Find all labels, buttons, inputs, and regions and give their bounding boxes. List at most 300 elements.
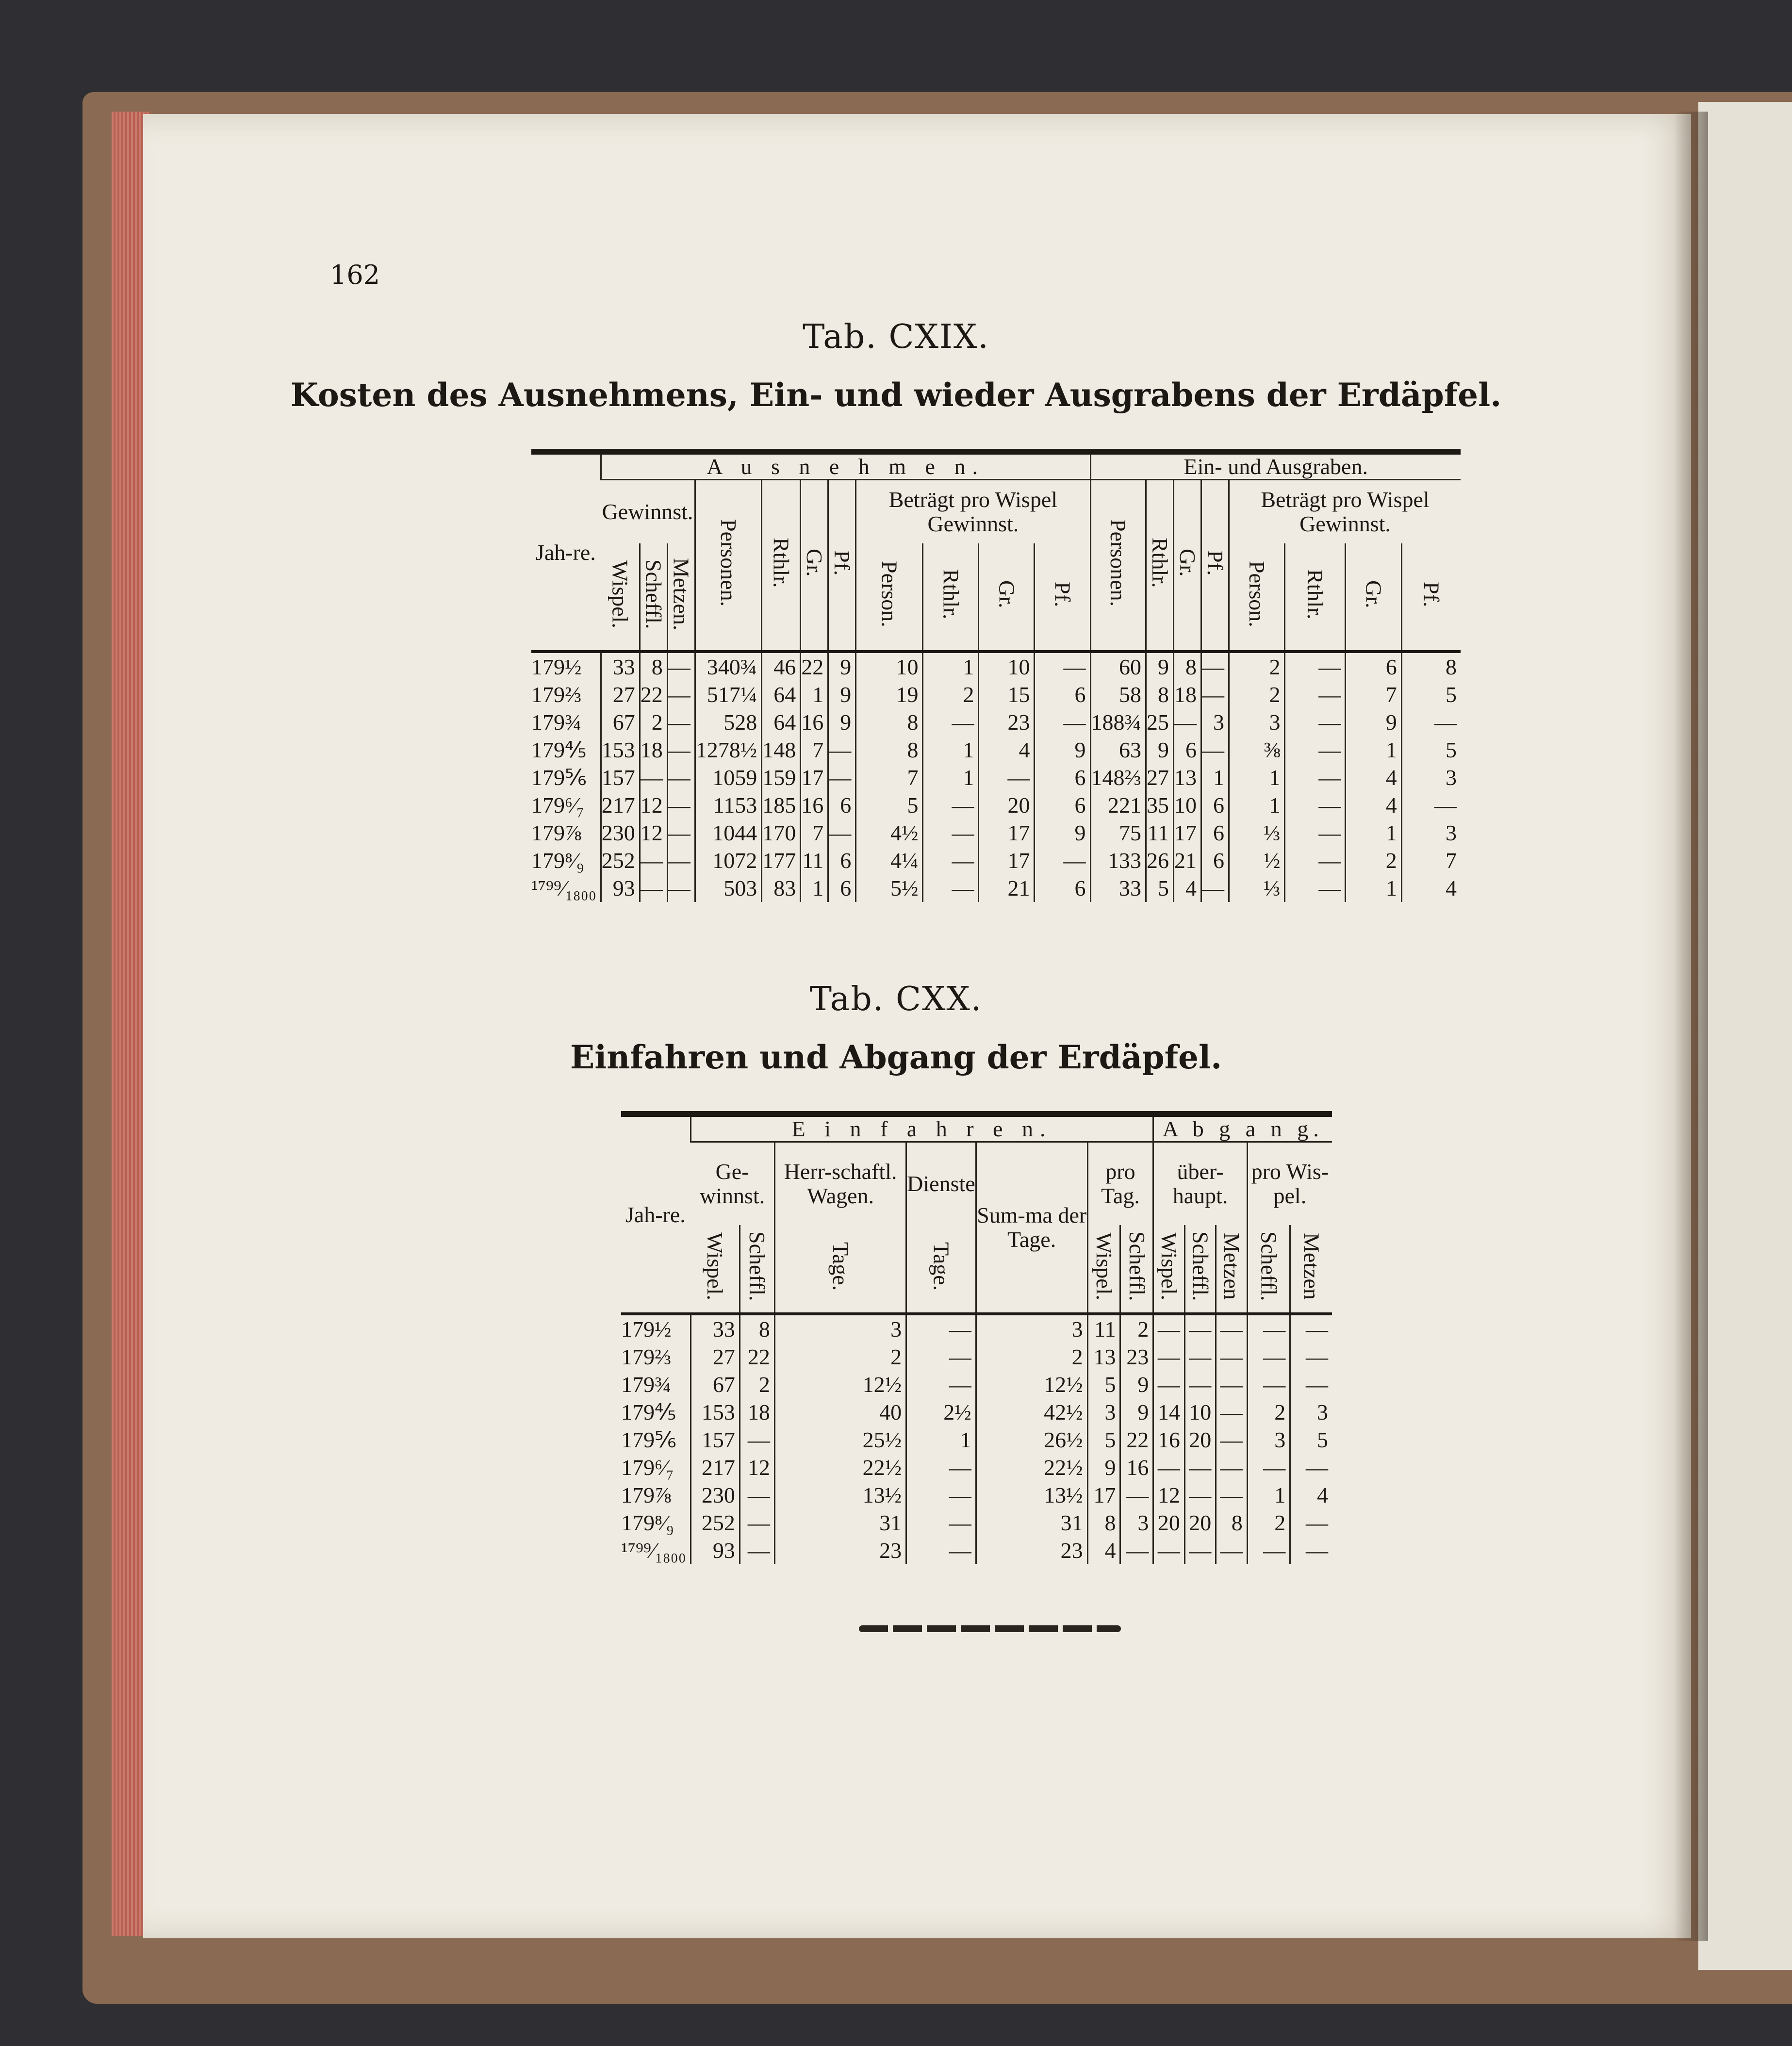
table-cell: 153 — [601, 736, 640, 764]
table-cell: 5 — [1146, 874, 1174, 902]
table-cell: 5½ — [856, 874, 923, 902]
table-row — [531, 791, 1461, 819]
year-cell: 179⁶⁄₇ — [531, 792, 584, 818]
table-cell: 9 — [1035, 736, 1090, 764]
table-cell: — — [1285, 736, 1346, 764]
table-cell: — — [1216, 1481, 1247, 1509]
table-cell: 10 — [1184, 1398, 1216, 1426]
table-cell: 17 — [979, 819, 1035, 847]
table-cell: 517¼ — [695, 681, 762, 708]
table-row — [531, 874, 1461, 902]
table-cell: 4 — [1087, 1537, 1120, 1564]
t2-col-ueberhaupt: über-haupt. — [1153, 1142, 1247, 1225]
table-cell: 25 — [1146, 708, 1174, 736]
t2-group-abgang: A b g a n g. — [1153, 1114, 1332, 1142]
t1-col-gewinnst: Gewinnst. — [602, 499, 693, 524]
table-cell: 8 — [740, 1314, 774, 1343]
year-cell: 179⅞ — [531, 820, 582, 845]
table-row — [621, 1371, 1332, 1398]
table-cell: — — [906, 1537, 976, 1564]
t2-sub-tage: Tage. — [774, 1225, 906, 1314]
table-cell: 12 — [640, 819, 667, 847]
t2-col-jahre: Jah-re. — [625, 1202, 686, 1227]
table-cell: 188¾ — [1090, 708, 1146, 736]
table-cell: — — [1153, 1343, 1184, 1371]
table-cell: — — [1247, 1314, 1290, 1343]
table-cell: 1 — [1229, 791, 1285, 819]
table-cell: 230 — [690, 1481, 740, 1509]
table-cell: — — [1035, 652, 1090, 681]
t1-sub-gr4: Gr. — [1346, 543, 1401, 652]
table-cell: 148⅔ — [1090, 764, 1146, 791]
table-cell: 33 — [601, 652, 640, 681]
table-cell: — — [1153, 1454, 1184, 1481]
table-cell: 3 — [1290, 1398, 1332, 1426]
table-cell: 7 — [801, 819, 828, 847]
t2-col-herrschaftl: Herr-schaftl. Wagen. — [774, 1142, 906, 1225]
year-cell: 179⁶⁄₇ — [621, 1455, 674, 1480]
table-cell: — — [740, 1481, 774, 1509]
table-cell: 12 — [1153, 1481, 1184, 1509]
table-cell: 33 — [1090, 874, 1146, 902]
table-cell: — — [1285, 874, 1346, 902]
table-cell: — — [906, 1481, 976, 1509]
table2-body — [621, 1314, 1332, 1564]
table-cell: — — [1290, 1343, 1332, 1371]
table-cell: 1153 — [695, 791, 762, 819]
t1-col-personen2: Personen. — [1090, 479, 1146, 652]
t1-col-betraegt: Beträgt pro Wispel Gewinnst. — [856, 479, 1090, 543]
year-cell: ¹⁷⁹⁹⁄₁₈₀₀ — [531, 875, 596, 900]
table-cell: 13 — [1174, 764, 1201, 791]
table-cell: 4¼ — [856, 847, 923, 874]
table-cell: 11 — [1146, 819, 1174, 847]
table-cell: — — [1216, 1454, 1247, 1481]
table-cell: 8 — [640, 652, 667, 681]
table-cell: — — [1035, 708, 1090, 736]
table-cell: 9 — [1146, 652, 1174, 681]
year-cell: 179⅚ — [621, 1427, 676, 1453]
table-cell: 5 — [856, 791, 923, 819]
table-cell: — — [979, 764, 1035, 791]
table-cell: 9 — [1087, 1454, 1120, 1481]
table-cell: 2 — [1346, 847, 1401, 874]
table-cell: 4 — [979, 736, 1035, 764]
table-cell: 9 — [1146, 736, 1174, 764]
table-cell: 4½ — [856, 819, 923, 847]
table-cell: 16 — [1120, 1454, 1153, 1481]
table1 — [531, 449, 1461, 902]
table-cell: 6 — [1346, 652, 1401, 681]
table-cell: — — [667, 819, 695, 847]
t2-sub-scheffel3: Scheffl. — [1184, 1225, 1216, 1314]
table-cell: 157 — [601, 764, 640, 791]
table-cell: 93 — [690, 1537, 740, 1564]
table-cell: 1 — [1229, 764, 1285, 791]
t1-col-gr3: Gr. — [1174, 479, 1201, 652]
t1-sub-person2: Person. — [1229, 543, 1285, 652]
table-cell: 9 — [828, 708, 856, 736]
table-cell: — — [1035, 847, 1090, 874]
t2-group-einfahren: E i n f a h r e n. — [690, 1114, 1153, 1142]
table1-title: Tab. CXIX. — [803, 318, 989, 356]
table-cell: — — [1285, 708, 1346, 736]
table-cell: 1 — [923, 736, 979, 764]
table-cell: — — [667, 847, 695, 874]
table-cell: — — [1247, 1371, 1290, 1398]
table-cell: 9 — [1120, 1398, 1153, 1426]
table-cell: — — [667, 764, 695, 791]
table-cell: 4 — [1346, 791, 1401, 819]
table-cell: 9 — [828, 681, 856, 708]
table-cell: 2 — [1229, 681, 1285, 708]
year-cell: 179½ — [621, 1316, 672, 1342]
table-cell: 13½ — [976, 1481, 1087, 1509]
table-cell: 133 — [1090, 847, 1146, 874]
table-cell: 221 — [1090, 791, 1146, 819]
t2-sub-scheffel4: Scheffl. — [1247, 1225, 1290, 1314]
table-cell: — — [1247, 1537, 1290, 1564]
table-cell: 22 — [740, 1343, 774, 1371]
table-cell: — — [906, 1314, 976, 1343]
year-cell: 179⁸⁄₉ — [621, 1510, 674, 1535]
table-row — [621, 1426, 1332, 1454]
year-cell: 179⅔ — [621, 1344, 672, 1369]
table-cell: — — [667, 681, 695, 708]
t2-col-gewinnst: Ge-winnst. — [699, 1159, 765, 1208]
table-row — [531, 652, 1461, 681]
table-cell: 20 — [1153, 1509, 1184, 1537]
table-cell: 5 — [1401, 736, 1461, 764]
table-cell: 12½ — [976, 1371, 1087, 1398]
t2-sub-wispel2: Wispel. — [1087, 1225, 1120, 1314]
table-cell: 3 — [1401, 764, 1461, 791]
table-cell: — — [1285, 791, 1346, 819]
table-cell: 1278½ — [695, 736, 762, 764]
t1-sub-rthlr2: Rthlr. — [923, 543, 979, 652]
table-cell: — — [923, 874, 979, 902]
table-cell: — — [1290, 1537, 1332, 1564]
table-cell: ⅜ — [1229, 736, 1285, 764]
year-cell: 179⅔ — [531, 682, 582, 707]
t2-sub-wispel3: Wispel. — [1153, 1225, 1184, 1314]
table-cell: 26½ — [976, 1426, 1087, 1454]
table-cell: — — [640, 764, 667, 791]
table-cell: 17 — [979, 847, 1035, 874]
table-cell: — — [1184, 1454, 1216, 1481]
table-cell: 33 — [690, 1314, 740, 1343]
t1-sub-wispel: Wispel. — [608, 560, 633, 628]
table-cell: 7 — [856, 764, 923, 791]
t1-col-personen: Personen. — [695, 479, 762, 652]
table-cell: — — [828, 819, 856, 847]
table-cell: — — [1120, 1481, 1153, 1509]
table-cell: 27 — [601, 681, 640, 708]
table-cell: ⅓ — [1229, 874, 1285, 902]
t2-sub-metzen: Metzen — [1216, 1225, 1247, 1314]
table-cell: 16 — [1153, 1426, 1184, 1454]
table-cell: 6 — [828, 874, 856, 902]
table-cell: — — [1184, 1537, 1216, 1564]
table-cell: — — [1216, 1426, 1247, 1454]
table-cell: 4 — [1174, 874, 1201, 902]
year-cell: 179⅞ — [621, 1482, 672, 1507]
table-cell: 10 — [1174, 791, 1201, 819]
table-cell: — — [667, 874, 695, 902]
table-cell: 12 — [740, 1454, 774, 1481]
table-cell: 46 — [762, 652, 801, 681]
table-cell: — — [906, 1509, 976, 1537]
table-cell: 3 — [976, 1314, 1087, 1343]
table-row — [531, 681, 1461, 708]
t1-sub-person: Person. — [856, 543, 923, 652]
table-cell: 7 — [801, 736, 828, 764]
table-cell: — — [1216, 1537, 1247, 1564]
table-cell: 12 — [640, 791, 667, 819]
table-row — [621, 1509, 1332, 1537]
year-cell: 179¾ — [621, 1372, 672, 1397]
t1-col-pf: Pf. — [828, 479, 856, 652]
table-cell: — — [828, 736, 856, 764]
table-cell: 217 — [601, 791, 640, 819]
table-row — [621, 1398, 1332, 1426]
table-cell: 3 — [1229, 708, 1285, 736]
end-ornament — [859, 1625, 1121, 1632]
table-cell: 16 — [801, 791, 828, 819]
table-cell: 42½ — [976, 1398, 1087, 1426]
table-cell: 19 — [856, 681, 923, 708]
table-cell: 1 — [801, 874, 828, 902]
year-cell: 179⅘ — [621, 1400, 676, 1425]
table-cell: 63 — [1090, 736, 1146, 764]
table-cell: 58 — [1090, 681, 1146, 708]
year-cell: ¹⁷⁹⁹⁄₁₈₀₀ — [621, 1538, 686, 1563]
table-cell: 1 — [1201, 764, 1229, 791]
t1-sub-rthlr4: Rthlr. — [1285, 543, 1346, 652]
table-cell: 8 — [1146, 681, 1174, 708]
table-cell: 23 — [1120, 1343, 1153, 1371]
table-cell: 2 — [923, 681, 979, 708]
table-cell: 35 — [1146, 791, 1174, 819]
table-cell: 7 — [1346, 681, 1401, 708]
table-cell: 4 — [1346, 764, 1401, 791]
table-cell: — — [1216, 1343, 1247, 1371]
table-cell: 20 — [979, 791, 1035, 819]
table-cell: 528 — [695, 708, 762, 736]
t1-sub-pf4: Pf. — [1401, 543, 1461, 652]
table-cell: — — [1216, 1398, 1247, 1426]
t1-col-gr: Gr. — [801, 479, 828, 652]
table-cell: 13 — [1087, 1343, 1120, 1371]
table-cell: — — [1153, 1371, 1184, 1398]
table-cell: 7 — [1401, 847, 1461, 874]
table-cell: ½ — [1229, 847, 1285, 874]
t1-sub-pf2: Pf. — [1035, 543, 1090, 652]
table-cell: 12½ — [774, 1371, 906, 1398]
t2-sub-metzen2: Metzen — [1290, 1225, 1332, 1314]
table-cell: 3 — [1401, 819, 1461, 847]
table-cell: — — [1201, 874, 1229, 902]
table-cell: 6 — [828, 847, 856, 874]
table-cell: — — [1247, 1454, 1290, 1481]
table-row — [621, 1537, 1332, 1564]
table-cell: 83 — [762, 874, 801, 902]
table-cell: 10 — [856, 652, 923, 681]
table-cell: 1 — [1346, 819, 1401, 847]
t2-col-summa: Sum-ma der Tage. — [976, 1142, 1087, 1314]
year-cell: 179⅚ — [531, 765, 587, 790]
table-cell: 8 — [856, 708, 923, 736]
table-cell: 230 — [601, 819, 640, 847]
table-cell: — — [740, 1537, 774, 1564]
table-cell: 3 — [1247, 1426, 1290, 1454]
table-cell: 503 — [695, 874, 762, 902]
table-cell: 340¾ — [695, 652, 762, 681]
table-cell: 2 — [774, 1343, 906, 1371]
table-cell: 16 — [801, 708, 828, 736]
t2-sub-scheffel: Scheffl. — [740, 1225, 774, 1314]
table-cell: 22 — [1120, 1426, 1153, 1454]
table-cell: 157 — [690, 1426, 740, 1454]
table-cell: — — [1290, 1314, 1332, 1343]
table-cell: — — [1285, 681, 1346, 708]
table-cell: — — [667, 791, 695, 819]
table-cell: 6 — [1201, 791, 1229, 819]
table-cell: 3 — [774, 1314, 906, 1343]
page-number: 162 — [330, 260, 380, 290]
table-cell: 60 — [1090, 652, 1146, 681]
table-cell: 159 — [762, 764, 801, 791]
table-cell: — — [1184, 1371, 1216, 1398]
table-cell: 1 — [906, 1426, 976, 1454]
table-cell: 25½ — [774, 1426, 906, 1454]
table-cell: — — [1290, 1509, 1332, 1537]
t1-group-ausnehmen: A u s n e h m e n. — [601, 452, 1090, 479]
t1-col-pf3: Pf. — [1201, 479, 1229, 652]
table-cell: — — [1401, 791, 1461, 819]
table-cell: 5 — [1087, 1371, 1120, 1398]
table2-subtitle: Einfahren und Abgang der Erdäpfel. — [570, 1038, 1222, 1076]
table-cell: — — [1285, 847, 1346, 874]
table-cell: — — [828, 764, 856, 791]
table-cell: — — [1174, 708, 1201, 736]
t1-sub-metzen: Metzen. — [667, 543, 695, 652]
table-cell: 18 — [640, 736, 667, 764]
table-cell: — — [1153, 1537, 1184, 1564]
table-cell: 3 — [1087, 1398, 1120, 1426]
table-cell: — — [1184, 1314, 1216, 1343]
table-cell: 1 — [1247, 1481, 1290, 1509]
table-cell: 22 — [801, 652, 828, 681]
table-cell: 27 — [1146, 764, 1174, 791]
table-cell: 1 — [1346, 874, 1401, 902]
table-cell: 64 — [762, 708, 801, 736]
table-cell: 17 — [1174, 819, 1201, 847]
table-row — [621, 1481, 1332, 1509]
table-cell: 64 — [762, 681, 801, 708]
table-cell: 8 — [1401, 652, 1461, 681]
table-cell: 3 — [1120, 1509, 1153, 1537]
table-cell: 11 — [1087, 1314, 1120, 1343]
table-cell: 1 — [801, 681, 828, 708]
table-cell: 5 — [1087, 1426, 1120, 1454]
table-cell: 6 — [1201, 819, 1229, 847]
table-cell: — — [923, 791, 979, 819]
table-cell: 6 — [1035, 681, 1090, 708]
table-cell: 8 — [856, 736, 923, 764]
table-cell: 31 — [976, 1509, 1087, 1537]
table-cell: — — [640, 874, 667, 902]
table-row — [531, 764, 1461, 791]
table-cell: — — [1285, 819, 1346, 847]
table-cell: 23 — [774, 1537, 906, 1564]
table-cell: 3 — [1201, 708, 1229, 736]
table-cell: 17 — [801, 764, 828, 791]
table-cell: — — [740, 1426, 774, 1454]
table-cell: — — [1201, 736, 1229, 764]
table-cell: 148 — [762, 736, 801, 764]
table-cell: 93 — [601, 874, 640, 902]
table-cell: 18 — [1174, 681, 1201, 708]
table-cell: 75 — [1090, 819, 1146, 847]
table-cell: 1 — [923, 764, 979, 791]
table-cell: 21 — [979, 874, 1035, 902]
table-cell: 6 — [1035, 764, 1090, 791]
t1-col-rthlr: Rthlr. — [762, 479, 801, 652]
table-cell: 14 — [1153, 1398, 1184, 1426]
table-cell: 8 — [1216, 1509, 1247, 1537]
table-row — [531, 708, 1461, 736]
table-cell: — — [1120, 1537, 1153, 1564]
table-cell: — — [667, 652, 695, 681]
table2-title: Tab. CXX. — [809, 980, 983, 1018]
table-cell: — — [1216, 1314, 1247, 1343]
table-cell: 23 — [979, 708, 1035, 736]
table-cell: 11 — [801, 847, 828, 874]
table-cell: 217 — [690, 1454, 740, 1481]
table-cell: 31 — [774, 1509, 906, 1537]
table-cell: 2 — [740, 1371, 774, 1398]
table-cell: 21 — [1174, 847, 1201, 874]
table-cell: 22½ — [774, 1454, 906, 1481]
table-cell: 5 — [1290, 1426, 1332, 1454]
table-row — [531, 736, 1461, 764]
table-cell: 2 — [1247, 1398, 1290, 1426]
table-cell: — — [923, 708, 979, 736]
table1-subtitle: Kosten des Ausnehmens, Ein- und wieder Ausgrabens der Erdäpfel. — [290, 376, 1502, 414]
table-cell: 17 — [1087, 1481, 1120, 1509]
table-cell: 185 — [762, 791, 801, 819]
table-cell: — — [1290, 1454, 1332, 1481]
table-cell: — — [1290, 1371, 1332, 1398]
table-cell: 2½ — [906, 1398, 976, 1426]
table-cell: 1 — [923, 652, 979, 681]
table-row — [621, 1343, 1332, 1371]
table-cell: 2 — [1247, 1509, 1290, 1537]
table-cell: — — [1184, 1343, 1216, 1371]
table-cell: — — [1285, 652, 1346, 681]
table-cell: — — [923, 847, 979, 874]
table-cell: 6 — [1201, 847, 1229, 874]
table-cell: 15 — [979, 681, 1035, 708]
table-cell: 9 — [1035, 819, 1090, 847]
table-cell: 40 — [774, 1398, 906, 1426]
t2-sub-tage2: Tage. — [906, 1225, 976, 1314]
table-cell: 9 — [1346, 708, 1401, 736]
table2 — [621, 1111, 1332, 1564]
table-cell: — — [1216, 1371, 1247, 1398]
table-cell: 22½ — [976, 1454, 1087, 1481]
